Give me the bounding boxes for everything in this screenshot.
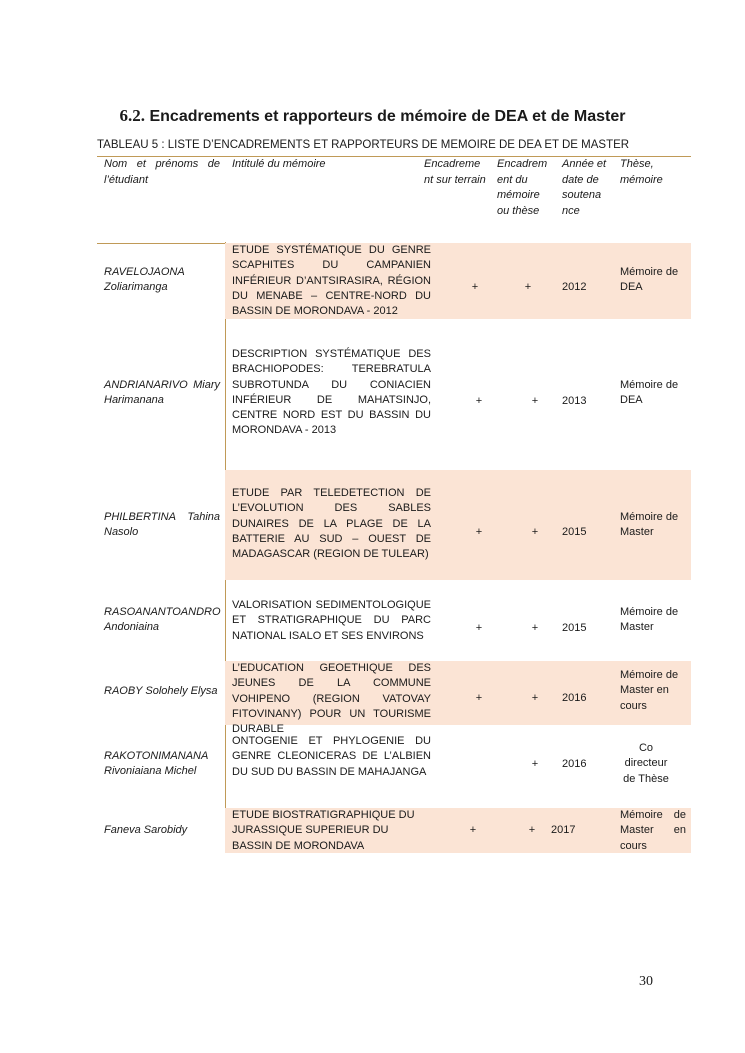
degree-type: Mémoire de DEA — [620, 266, 679, 294]
thesis-title: ETUDE SYSTÉMATIQUE DU GENRE SCAPHITES DU CAMPANIEN INFÉRIEUR D’ANTSIRASIRA, RÉGION DU MENABE – CENTRE-NORD DU BASSIN DE MORONDAVA - 2012 — [232, 244, 431, 318]
thesis-title: ONTOGENIE ET PHYLOGENIE DU GENRE CLEONICERAS DE L’ALBIEN DU SUD DU BASSIN DE MAHAJANGA — [232, 735, 431, 778]
defense-year: 2015 — [562, 622, 587, 634]
memoire-mark: + — [531, 526, 539, 538]
thesis-title: ETUDE BIOSTRATIGRAPHIQUE DU JURASSIQUE SUPERIEUR DU BASSIN DE MORONDAVA — [232, 809, 415, 852]
section-heading — [0, 106, 745, 126]
student-name: Faneva Sarobidy — [104, 824, 188, 836]
memoire-mark: + — [528, 824, 536, 836]
header-terrain: Encadreme nt sur terrain — [424, 158, 486, 186]
thesis-title: L’EDUCATION GEOETHIQUE DES JEUNES DE LA COMMUNE VOHIPENO (REGION VATOVAY FITOVINANY) POUR UN TOURISME DURABLE — [232, 662, 431, 736]
terrain-mark: + — [475, 622, 483, 634]
section-number: 6.2. — [119, 106, 146, 125]
memoire-mark: + — [531, 692, 539, 704]
header-type: Thèse, mémoire — [620, 158, 663, 186]
table-row — [97, 470, 691, 580]
thesis-title: VALORISATION SEDIMENTOLOGIQUE ET STRATIGRAPHIQUE DU PARC NATIONAL ISALO ET SES ENVIRONS — [232, 599, 431, 642]
table-row — [97, 319, 691, 470]
degree-type: Mémoire de Master en cours — [620, 809, 686, 852]
memoire-mark: + — [524, 281, 532, 293]
header-annee: Année et date de soutena nce — [562, 158, 607, 217]
defense-year: 2016 — [562, 758, 587, 770]
table-header — [97, 156, 691, 244]
defense-year: 2015 — [562, 526, 587, 538]
table-row — [97, 661, 691, 736]
student-name: ANDRIANARIVO Miary Harimanana — [104, 379, 220, 407]
terrain-mark: + — [475, 526, 483, 538]
terrain-mark: + — [475, 692, 483, 704]
table-row — [97, 243, 691, 319]
table-caption: TABLEAU 5 : LISTE D’ENCADREMENTS ET RAPPORTEURS DE MEMOIRE DE DEA ET DE MASTER — [97, 139, 630, 151]
degree-type: Mémoire de DEA — [620, 379, 679, 407]
student-name: RAOBY Solohely Elysa — [104, 685, 218, 697]
section-title: Encadrements et rapporteurs de mémoire de DEA et de Master — [149, 108, 626, 125]
student-name: RAKOTONIMANANA Rivoniaiana Michel — [104, 750, 209, 778]
memoire-mark: + — [531, 395, 539, 407]
header-memoire: Encadrem ent du mémoire ou thèse — [497, 158, 548, 217]
degree-type: Mémoire de Master — [620, 606, 679, 634]
table-row — [97, 580, 691, 661]
page-number: 30 — [639, 974, 653, 989]
defense-year: 2012 — [562, 281, 587, 293]
degree-type: Mémoire de Master en cours — [620, 669, 679, 712]
table-row — [97, 808, 691, 853]
memoire-mark: + — [531, 758, 539, 770]
degree-type: Co directeur de Thèse — [623, 742, 669, 785]
terrain-mark: + — [471, 281, 479, 293]
header-name: Nom et prénoms de l’étudiant — [104, 158, 220, 186]
memoire-mark: + — [531, 622, 539, 634]
defense-year: 2017 — [551, 824, 576, 836]
student-name: PHILBERTINA Tahina Nasolo — [104, 511, 220, 539]
student-name: RAVELOJAONA Zoliarimanga — [104, 266, 185, 294]
student-name: RASOANANTOANDRO Andoniaina — [104, 606, 221, 634]
thesis-title: DESCRIPTION SYSTÉMATIQUE DES BRACHIOPODES: TEREBRATULA SUBROTUNDA DU CONIACIEN INFÉRIEUR DE MAHATSINJO, CENTRE NORD EST DU BASSIN DU MORONDAVA - 2013 — [232, 348, 431, 437]
defense-year: 2016 — [562, 692, 587, 704]
header-title: Intitulé du mémoire — [232, 158, 326, 170]
table-row — [97, 725, 691, 808]
degree-type: Mémoire de Master — [620, 511, 679, 539]
thesis-title: ETUDE PAR TELEDETECTION DE L’EVOLUTION DES SABLES DUNAIRES DE LA PLAGE DE LA BATTERIE AU SUD – OUEST DE MADAGASCAR (REGION DE TULEAR) — [232, 487, 431, 561]
terrain-mark: + — [469, 824, 477, 836]
terrain-mark: + — [475, 395, 483, 407]
defense-year: 2013 — [562, 395, 587, 407]
